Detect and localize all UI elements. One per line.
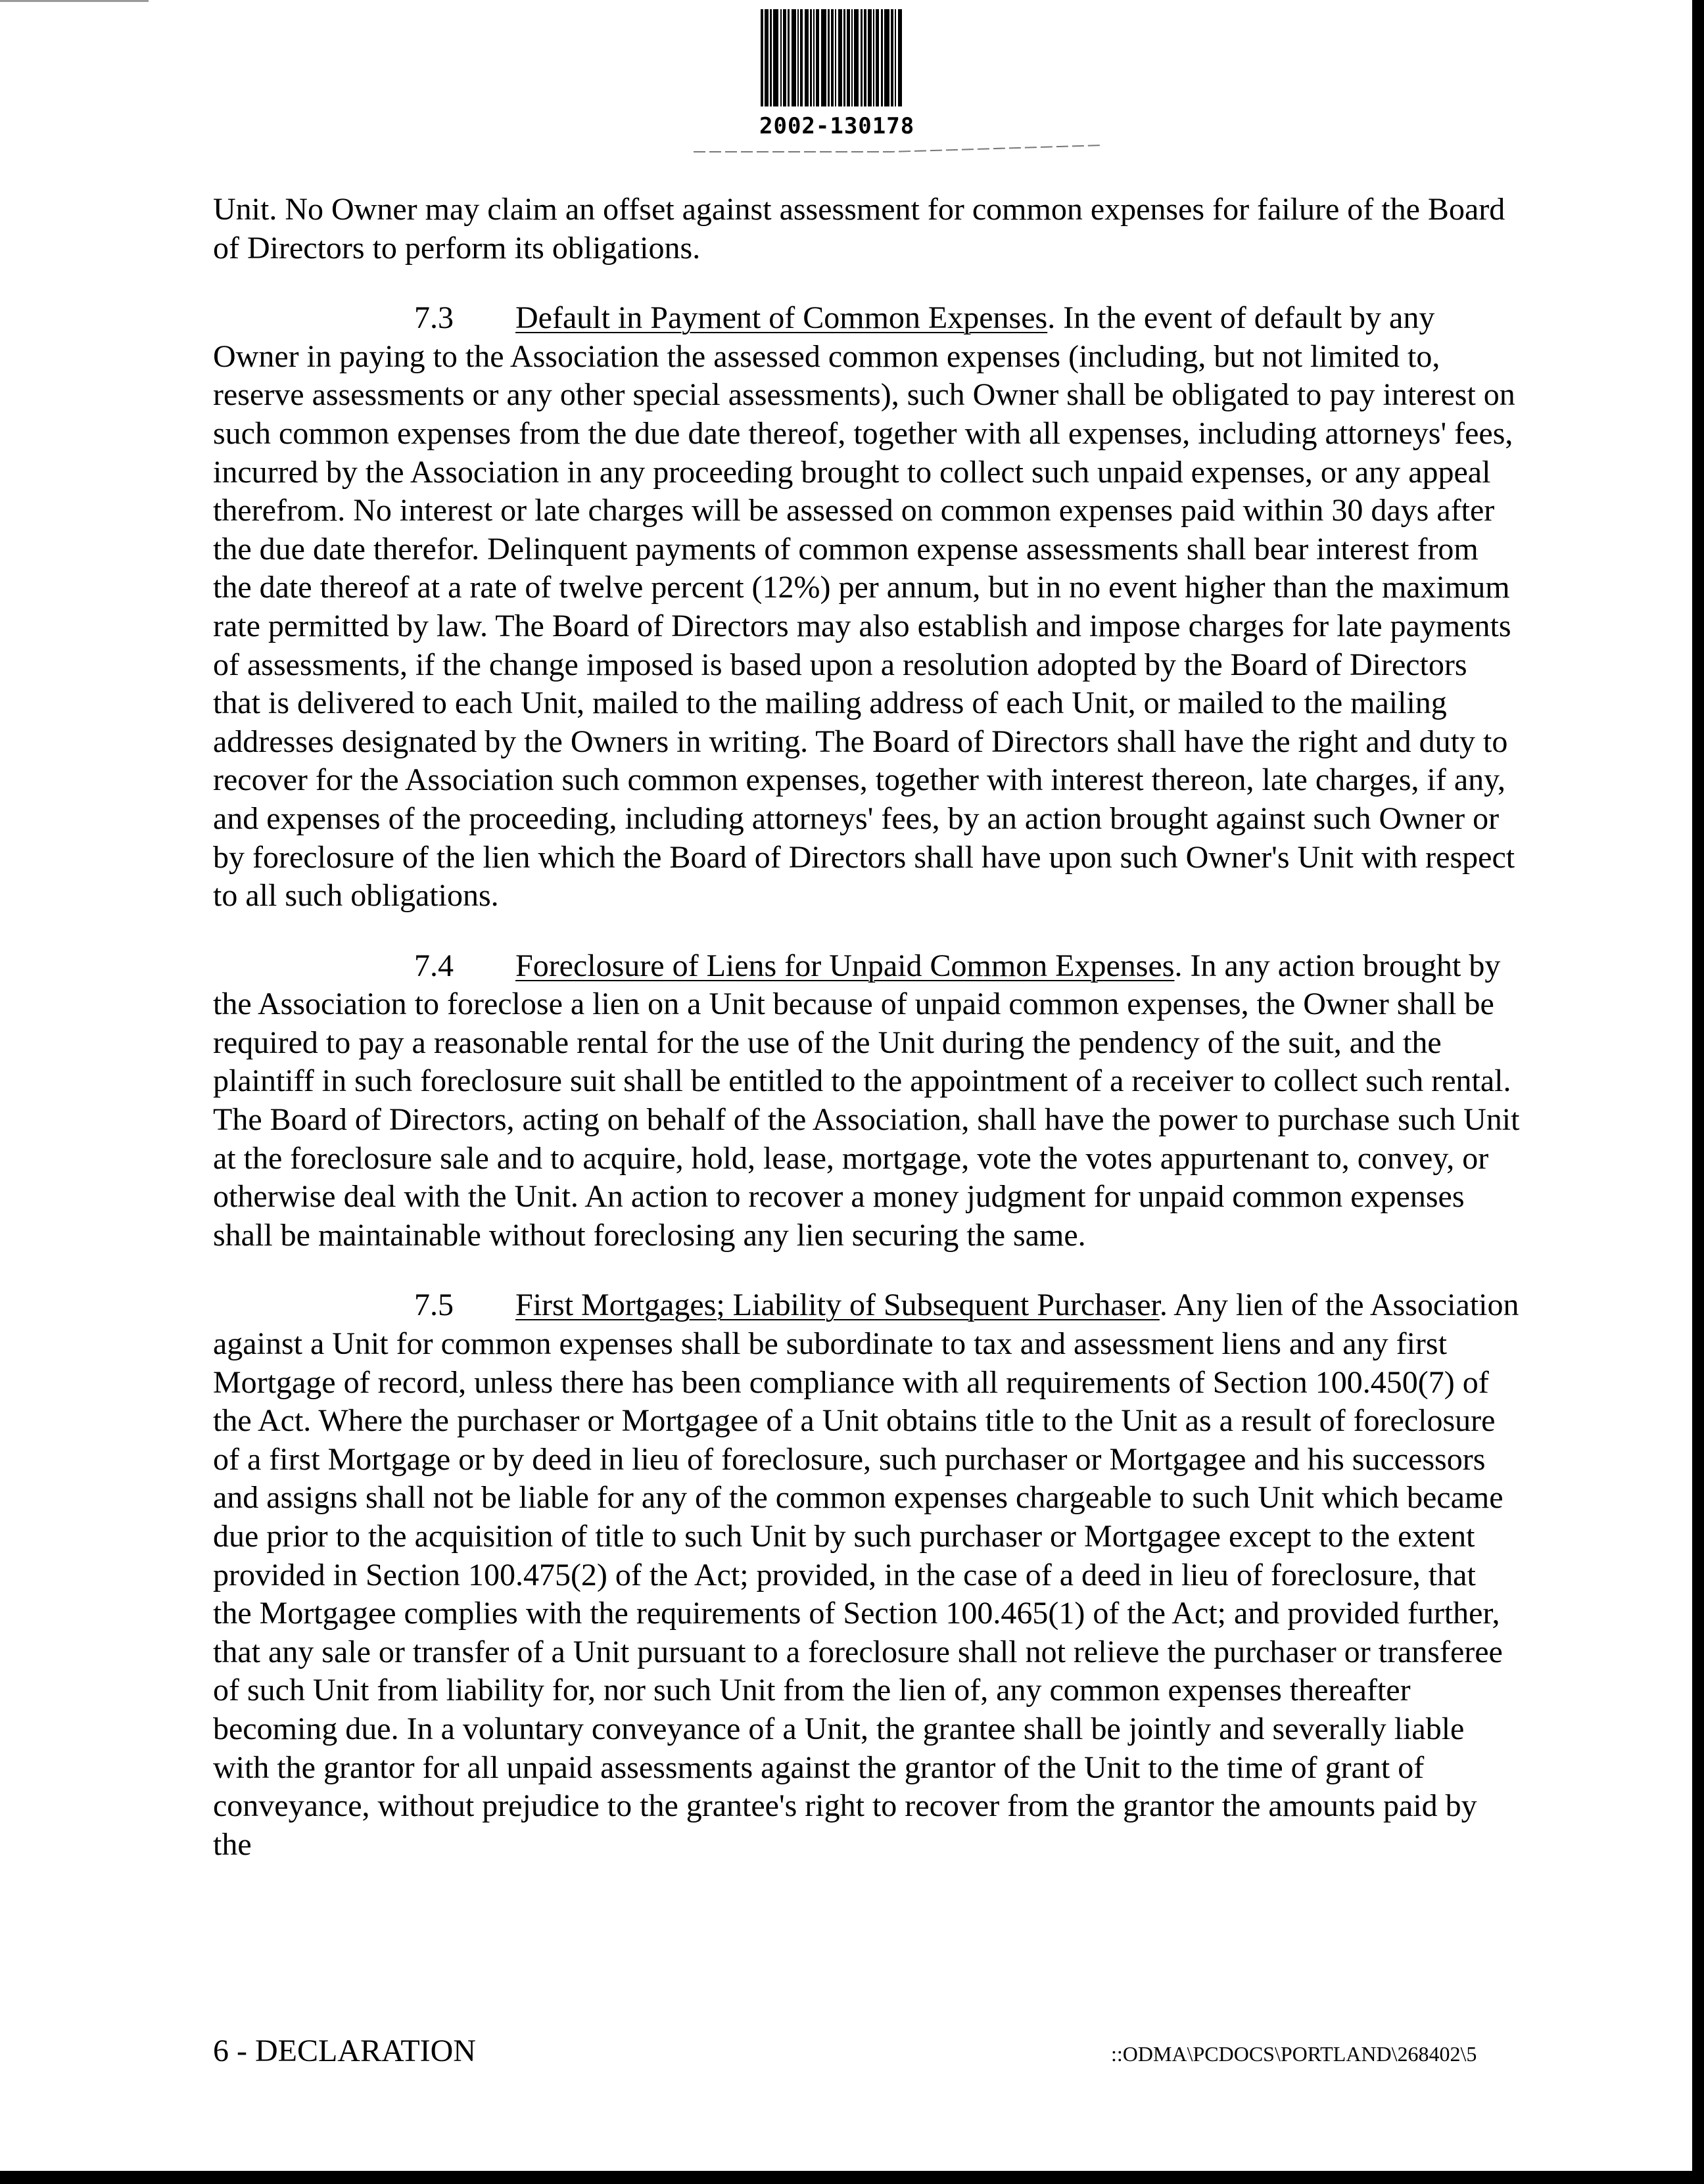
section-text: . Any lien of the Association against a Unit for common expenses shall be subordinate to tax and assessment liens and any first Mortgage of record, unless there has been compliance with all requirements of Section 100.450(7) of the Act. Where the purchaser or Mortgagee of a Unit obtains title to the Unit as a result of foreclosure of a first Mortgage or by deed in lieu of foreclosure, such purchaser or Mortgagee and his successors and assigns shall not be liable for any of the common expenses chargeable to such Unit which became due prior to the acquisition of title to such Unit by such purchaser or Mortgagee except to the extent provided in Section 100.475(2) of the Act; provided, in the case of a deed in lieu of foreclosure, that the Mortgagee complies with the requirements of Section 100.465(1) of the Act; and provided further, that any sale or transfer of a Unit pursuant to a foreclosure shall not relieve the purchaser or transferee of such Unit from liability for, nor such Unit from the lien of, any common expenses thereafter becoming due. In a voluntary conveyance of a Unit, the grantee shall be jointly and severally liable with the grantor for all unpaid assessments against the grantor of the Unit to the time of grant of conveyance, without prejudice to the grantee's right to recover from the grantor the amounts paid by the: [213, 1288, 1519, 1862]
continuation-text: Unit. No Owner may claim an offset against assessment for common expenses for failure of the Board of Directors to perform its obligations.: [213, 192, 1505, 266]
scan-border-right: [1692, 0, 1704, 2184]
scan-corner-mark: [0, 0, 149, 2]
section-number: 7.4: [414, 948, 454, 983]
recording-number: 2002-130178: [759, 113, 915, 139]
recording-barcode-block: [753, 8, 1121, 159]
barcode-icon: [758, 8, 1047, 110]
paragraph-continuation: [213, 191, 1521, 267]
section-title: Default in Payment of Common Expenses: [515, 300, 1048, 336]
barcode-underline: [694, 143, 1101, 156]
section-number: 7.3: [414, 300, 454, 336]
section-7-5: [213, 1286, 1521, 1864]
section-text: . In any action brought by the Association to foreclose a lien on a Unit because of unpaid common expenses, the Owner shall be required to pay a reasonable rental for the use of the Unit during the pendency of the suit, and the plaintiff in such foreclosure suit shall be entitled to the appointment of a receiver to collect such rental. The Board of Directors, acting on behalf of the Association, shall have the power to purchase such Unit at the foreclosure sale and to acquire, hold, lease, mortgage, vote the votes appurtenant to, convey, or otherwise deal with the Unit. An action to recover a money judgment for unpaid common expenses shall be maintainable without foreclosing any lien securing the same.: [213, 948, 1520, 1253]
footer-page-label: 6 - DECLARATION: [213, 2033, 476, 2068]
scan-border-bottom: [0, 2171, 1704, 2184]
section-7-3: [213, 299, 1521, 916]
section-title: First Mortgages; Liability of Subsequent Purchaser: [515, 1288, 1160, 1323]
document-body: [213, 191, 1521, 1895]
footer-document-path: ::ODMA\PCDOCS\PORTLAND\268402\5: [1111, 2042, 1477, 2066]
section-7-4: [213, 947, 1521, 1255]
section-text: . In the event of default by any Owner in paying to the Association the assessed common expenses (including, but not limited to, reserve assessments or any other special assessments), such Owner shall be obligated to pay interest on such common expenses from the due date thereof, together with all expenses, including attorneys' fees, incurred by the Association in any proceeding brought to collect such unpaid expenses, or any appeal therefrom. No interest or late charges will be assessed on common expenses paid within 30 days after the due date therefor. Delinquent payments of common expense assessments shall bear interest from the date thereof at a rate of twelve percent (12%) per annum, but in no event higher than the maximum rate permitted by law. The Board of Directors may also establish and impose charges for late payments of assessments, if the change imposed is based upon a resolution adopted by the Board of Directors that is delivered to each Unit, mailed to the mailing address of each Unit, or mailed to the mailing addresses designated by the Owners in writing. The Board of Directors shall have the right and duty to recover for the Association such common expenses, together with interest thereon, late charges, if any, and expenses of the proceeding, including attorneys' fees, by an action brought against such Owner or by foreclosure of the lien which the Board of Directors shall have upon such Owner's Unit with respect to all such obligations.: [213, 300, 1515, 914]
section-number: 7.5: [414, 1288, 454, 1323]
section-title: Foreclosure of Liens for Unpaid Common Expenses: [515, 948, 1175, 983]
